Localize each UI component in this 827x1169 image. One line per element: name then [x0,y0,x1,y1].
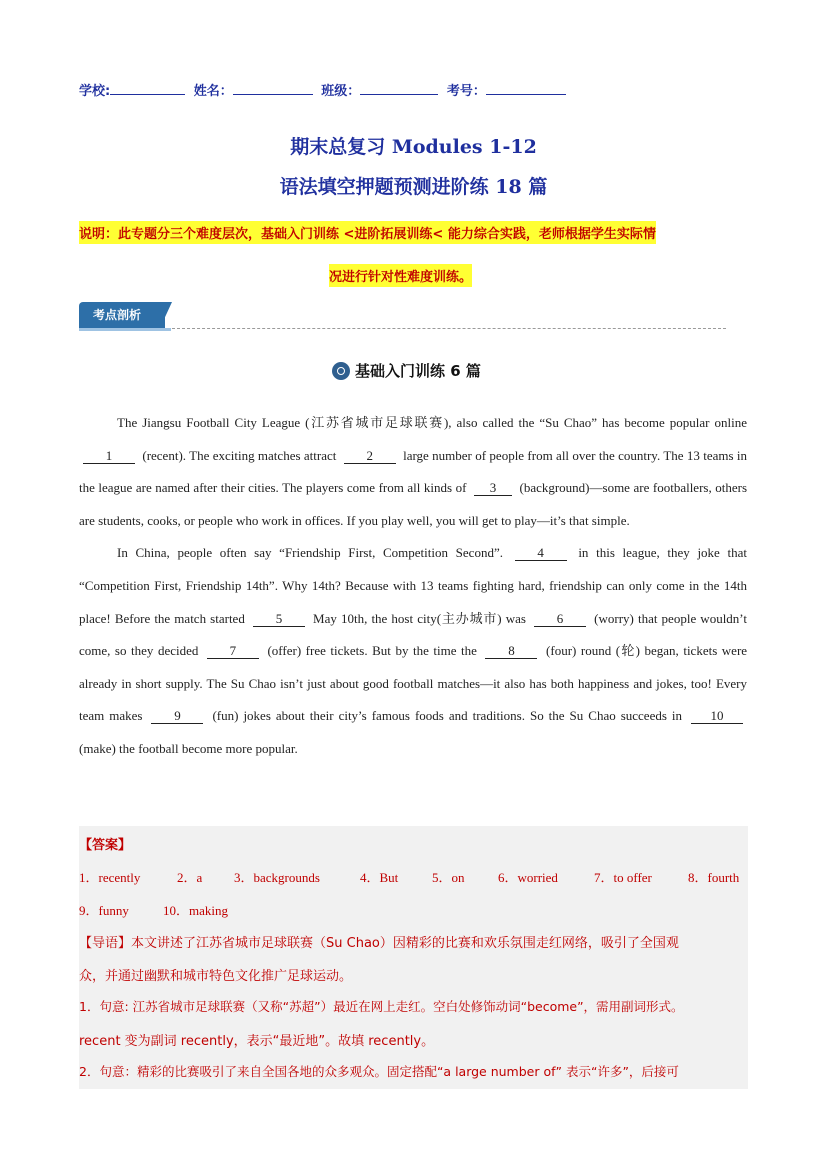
class-blank[interactable] [360,82,438,95]
answer-row-2 [79,900,228,919]
school-blank[interactable] [110,82,185,95]
school-label: 学校: [79,84,111,99]
passage-text: (worry) that people wouldn’t come, so they decided [79,610,748,659]
section-divider [172,328,726,329]
blank-9[interactable]: 9 [151,708,203,724]
document-subtitle: 语法填空押题预测进阶练 18 篇 [279,176,548,198]
answer-item: 2．a [177,870,203,885]
answer-row-1 [79,867,739,886]
passage-text: May 10th, the host city(主办城市) was [313,610,526,626]
answer-item: 5．on [432,870,465,885]
blank-5[interactable]: 5 [253,611,305,627]
section-heading-text: 基础入门训练 6 篇 [355,362,481,380]
explanation-1-line-2: recent 变为副词 recently，表示“最近地”。故填 recently。 [79,1034,435,1049]
answer-item: 1．recently [79,870,141,885]
passage-text: (make) the football become more popular. [79,740,298,756]
document-title: 期末总复习 Modules 1-12 [290,136,537,158]
answer-section-background [79,826,748,1089]
class-label: 班级： [321,84,361,99]
passage-text: large number of people from all over the country. The 13 teams in the league are named after their cities. The players come from all kinds of [79,447,748,496]
answer-item: 6．worried [498,870,558,885]
answer-item: 8．fourth [688,870,740,885]
explanation-2-line-1: 2．句意：精彩的比赛吸引了来自全国各地的众多观众。固定搭配“a large number of” 表示“许多”，后接可 [79,1064,679,1079]
passage-text: in this league, they joke that “Competition First, Friendship 14th”. Why 14th? Because with 13 teams fighting hard, friendship can only come in the 14th place! Before the match started [79,545,747,626]
exam-number-blank[interactable] [486,82,566,95]
student-info-header [79,80,566,99]
section-bullet-icon [332,362,350,380]
blank-8[interactable]: 8 [485,643,537,659]
blank-10[interactable]: 10 [691,708,743,724]
blank-2[interactable]: 2 [344,448,396,464]
answer-item: 10．making [163,903,228,918]
passage-paragraph-1 [79,407,747,537]
instruction-note-line2: 况进行针对性难度训练。 [329,264,472,287]
passage [79,407,747,766]
answer-item: 4．But [360,870,399,885]
blank-6[interactable]: 6 [534,611,586,627]
passage-text: (background)—some are footballers, others are students, cooks, or people who work in offices. If you play well, you will get to play—it’s that simple. [79,480,748,528]
passage-text: (offer) free tickets. But by the time the [267,643,477,659]
answer-label: 【答案】 [79,838,132,853]
blank-7[interactable]: 7 [207,643,259,659]
section-heading [332,360,481,381]
guide-line-2: 众，并通过幽默和城市特色文化推广足球运动。 [79,969,353,984]
answer-item: 9．funny [79,903,129,918]
section-tab: 考点剖析 [79,302,165,328]
passage-paragraph-2 [79,537,747,765]
passage-text: In China, people often say “Friendship First, Competition Second”. [117,545,503,561]
name-blank[interactable] [233,82,313,95]
instruction-note-line1: 说明：此专题分三个难度层次，基础入门训练 <进阶拓展训练< 能力综合实践，老师根据学生实际情 [79,221,656,244]
passage-text: The Jiangsu Football City League (江苏省城市足球联赛), also called the “Su Chao” has become popular online [117,415,747,430]
exam-number-label: 考号： [446,84,486,99]
guide-line-1: 【导语】本文讲述了江苏省城市足球联赛（Su Chao）因精彩的比赛和欢乐氛围走红网络，吸引了全国观 [79,936,679,951]
explanation-1-line-1: 1．句意: 江苏省城市足球联赛（又称“苏超”）最近在网上走红。空白处修饰动词“become”，需用副词形式。 [79,999,684,1014]
answer-item: 3．backgrounds [234,870,320,885]
passage-text: (four) round (轮) began, tickets were already in short supply. The Su Chao isn’t just about good football matches—it also has both happiness and jokes, too! Every team makes [79,643,748,724]
blank-4[interactable]: 4 [515,545,567,561]
answer-item: 7．to offer [594,870,652,885]
blank-1[interactable]: 1 [83,448,135,464]
passage-text: (recent). The exciting matches attract [142,447,337,463]
blank-3[interactable]: 3 [474,480,512,496]
passage-text: (fun) jokes about their city’s famous foods and traditions. So the Su Chao succeeds in [212,708,683,724]
section-tab-tail [160,302,172,328]
section-tab-underline [79,328,171,331]
name-label: 姓名： [193,84,233,99]
